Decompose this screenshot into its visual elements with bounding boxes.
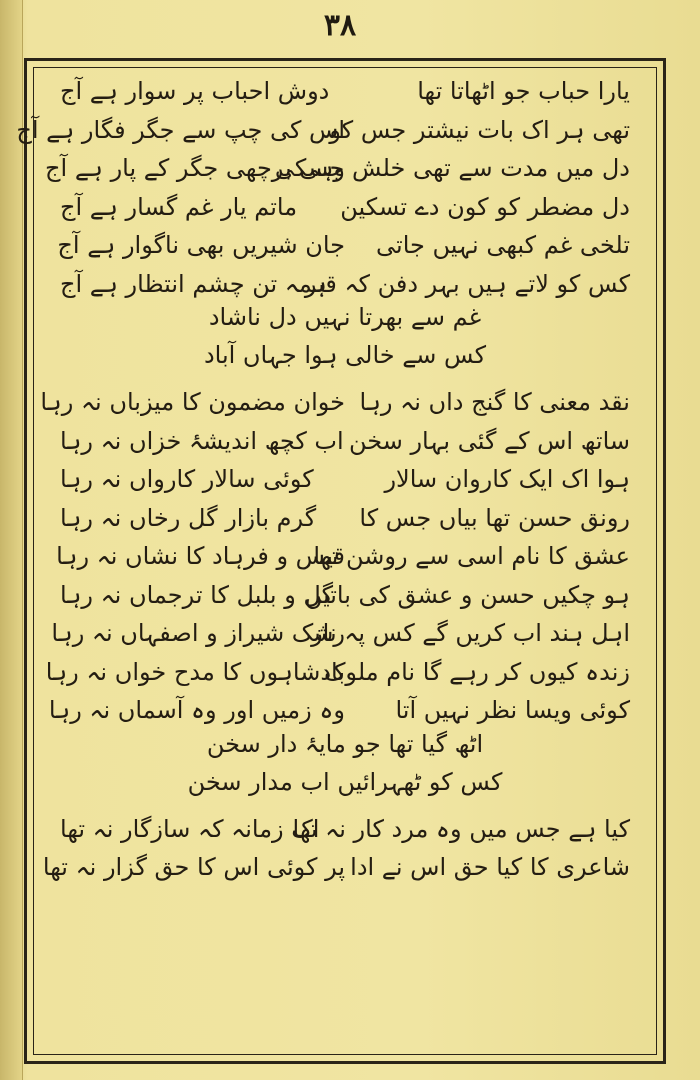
centered-couplet-line: کس کو ٹھہرائیں اب مدار سخن xyxy=(187,767,503,796)
verse-first-hemistich: رونق حسن تھا بیاں جس کا xyxy=(359,503,630,532)
verse-row xyxy=(51,614,630,653)
centered-couplet-line: اٹھ گیا تھا جو مایۂ دار سخن xyxy=(206,729,484,758)
verse-first-hemistich: زندہ کیوں کر رہے گا نام ملوک xyxy=(323,657,630,686)
verse-first-hemistich: ساتھ اس کے گئی بہار سخن xyxy=(348,426,630,455)
verse-second-hemistich: جان شیریں بھی ناگوار ہے آج xyxy=(57,231,345,260)
verse-second-hemistich: رشک شیراز و اصفہاں نہ رہا xyxy=(51,619,345,648)
verse-second-hemistich: وہی برچھی جگر کے پار ہے آج xyxy=(45,154,345,183)
verse-first-hemistich: ہو چکیں حسن و عشق کی باتیں xyxy=(304,580,630,609)
verse-first-hemistich: شاعری کا کیا حق اس نے ادا xyxy=(350,853,630,882)
verse-first-hemistich: یارا حباب جو اٹھاتا تھا xyxy=(417,77,630,106)
verse-second-hemistich: گرم بازار گل رخاں نہ رہا xyxy=(60,503,317,532)
poem-body xyxy=(16,72,630,887)
verse-row xyxy=(45,653,630,692)
verse-first-hemistich: دل مضطر کو کون دے تسکین xyxy=(340,192,630,221)
verse-row xyxy=(48,691,630,730)
verse-row xyxy=(60,499,630,538)
verse-row xyxy=(57,226,630,265)
verse-first-hemistich: ہوا اک ایک کاروان سالار xyxy=(384,465,630,494)
verse-row xyxy=(40,383,630,422)
verse-row xyxy=(60,576,630,615)
verse-second-hemistich: بادشاہوں کا مدح خواں نہ رہا xyxy=(45,657,345,686)
verse-second-hemistich: کوئی سالار کارواں نہ رہا xyxy=(60,465,314,494)
book-spine xyxy=(0,0,23,1080)
verse-row xyxy=(45,149,630,188)
verse-row xyxy=(60,188,630,227)
verse-row xyxy=(60,72,630,111)
verse-row xyxy=(60,265,630,304)
verse-second-hemistich: وہ زمیں اور وہ آسماں نہ رہا xyxy=(48,696,345,725)
verse-row xyxy=(16,111,630,150)
centered-couplet-line: کس سے خالی ہوا جہاں آباد xyxy=(203,341,487,369)
verse-first-hemistich: دل میں مدت سے تھی خلش جسکی xyxy=(274,154,630,183)
verse-second-hemistich: اب کچھ اندیشۂ خزاں نہ رہا xyxy=(60,426,344,455)
verse-first-hemistich: نقد معنی کا گنج داں نہ رہا xyxy=(359,388,630,417)
verse-first-hemistich: تلخی غم کبھی نہیں جاتی xyxy=(376,231,630,260)
verse-row xyxy=(56,537,630,576)
verse-second-hemistich: قیس و فرہاد کا نشاں نہ رہا xyxy=(56,542,345,571)
page-number: ۳۸ xyxy=(323,8,357,43)
verse-first-hemistich: تھی ہر اک بات نیشتر جس کو xyxy=(329,115,630,144)
verse-second-hemistich: ماتم یار غم گسار ہے آج xyxy=(60,192,298,221)
verse-row xyxy=(60,422,630,461)
verse-second-hemistich: ہمہ تن چشم انتظار ہے آج xyxy=(60,269,327,298)
verse-first-hemistich: اہل ہند اب کریں گے کس پہ ناز xyxy=(311,619,630,648)
verse-row xyxy=(42,848,630,887)
verse-second-hemistich: پر کوئی اس کا حق گزار نہ تھا xyxy=(42,853,345,882)
verse-second-hemistich: دوش احباب پر سوار ہے آج xyxy=(60,77,330,106)
verse-row xyxy=(60,810,630,849)
verse-row xyxy=(60,460,630,499)
verse-first-hemistich: کس کو لاتے ہیں بہر دفن کہ قبر xyxy=(304,269,630,298)
verse-second-hemistich: اک زمانہ کہ سازگار نہ تھا xyxy=(60,814,320,843)
verse-second-hemistich: اس کی چپ سے جگر فگار ہے آج xyxy=(16,115,345,144)
verse-first-hemistich: کوئی ویسا نظر نہیں آتا xyxy=(395,696,630,725)
verse-second-hemistich: خوان مضمون کا میزباں نہ رہا xyxy=(40,388,345,417)
verse-first-hemistich: کیا ہے جس میں وہ مرد کار نہ تھا xyxy=(292,814,630,843)
verse-first-hemistich: عشق کا نام اسی سے روشن تھا xyxy=(313,542,630,571)
verse-second-hemistich: گل و بلبل کا ترجماں نہ رہا xyxy=(60,580,334,609)
centered-couplet-line: غم سے بھرتا نہیں دل ناشاد xyxy=(208,303,482,331)
